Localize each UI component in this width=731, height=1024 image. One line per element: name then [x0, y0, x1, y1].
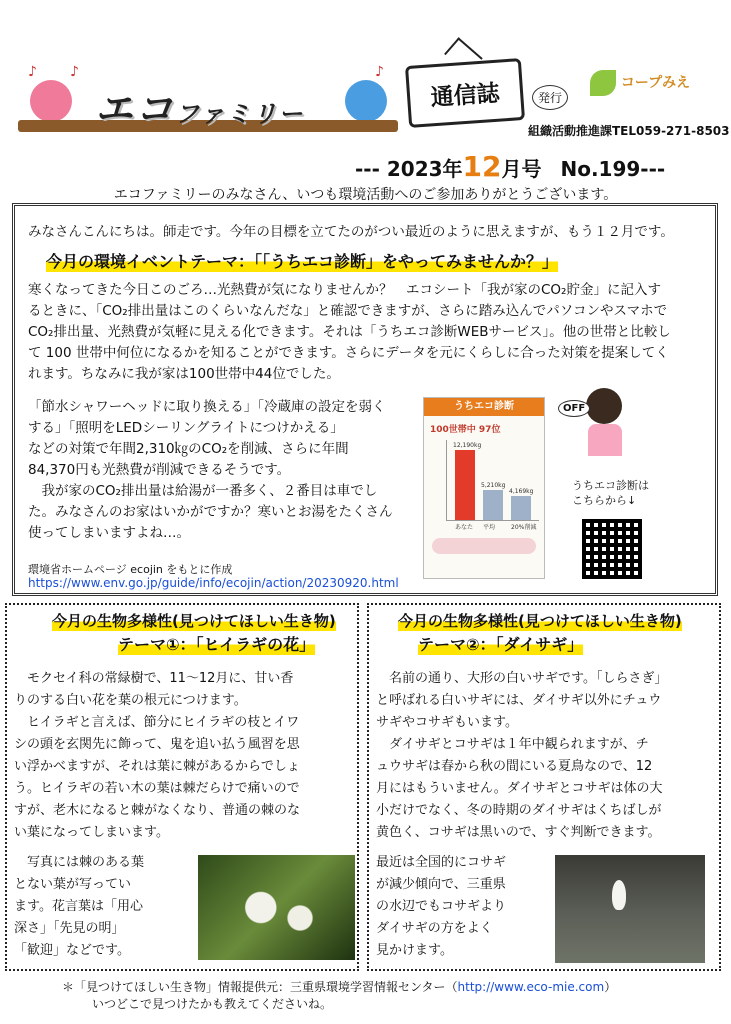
notice-sign: 通信誌	[405, 58, 525, 128]
chart-button	[432, 538, 536, 554]
text-line: 使ってしまいますよね…。	[28, 525, 190, 541]
issue-line: --- 2023年12月号 No.199---	[355, 150, 666, 183]
text-line: 我が家のCO₂排出量は給湯が一番多く、２番目は車でし	[28, 483, 378, 499]
text-line: 84,370円も光熱費が削減できるそうです。	[28, 462, 291, 478]
off-bubble: OFF	[558, 400, 590, 417]
box1-title-1: 今月の生物多様性(見つけてほしい生き物)	[52, 612, 336, 630]
chart-title: うちエコ診断	[424, 398, 544, 416]
footer-line-2: いつどこで見つけたかも教えてくださいね。	[92, 997, 333, 1011]
chart-category-label: 20%削減	[511, 524, 537, 531]
box1-text-short: 写真には棘のある葉 とない葉が写ってい ます。花言葉は「用心 深さ」「先見の明」 「歓迎」などです。	[14, 855, 145, 958]
leaf-icon	[590, 70, 616, 96]
daisagi-egret-photo	[555, 855, 705, 963]
chart-plot-area	[446, 440, 539, 531]
text-line: CO₂排出量、光熱費が気軽に見える化できます。それは「うちエコ診断WEBサービス」。他の世帯と比較し	[28, 324, 671, 340]
chart-category-label: 平均	[483, 524, 496, 531]
theme-title: 今月の環境イベントテーマ：「「うちエコ診断」をやってみませんか？」	[46, 249, 558, 272]
text-line: れます。ちなみに我が家は100世帯中44位でした。	[28, 366, 340, 382]
chart-bar	[483, 490, 503, 520]
hiiragi-flower-photo	[198, 855, 355, 960]
text-line: るときに、「CO₂排出量はこのくらいなんだな」と確認できますが、さらに踏み込んでパソコンやスマホで	[28, 303, 668, 319]
qr-code[interactable]	[582, 519, 642, 579]
text-line: などの対策で年間2,310㎏のCO₂を削減、さらに年間	[28, 441, 349, 457]
box2-title-1: 今月の生物多様性(見つけてほしい生き物)	[398, 612, 682, 630]
chart-value-label: 4,169kg	[509, 488, 534, 496]
chart-bar	[455, 450, 475, 520]
newsletter-logo: エコファミリー	[95, 87, 305, 131]
uchi-eco-chart-card	[423, 397, 545, 579]
music-note-icon: ♪	[70, 64, 79, 80]
source-note: 環境省ホームページ ecojin をもとに作成	[28, 563, 233, 576]
left-bird-illustration	[30, 80, 72, 122]
person-illustration	[586, 388, 622, 424]
qr-caption: うちエコ診断は こちらから↓	[572, 479, 649, 507]
egret-figure	[612, 880, 626, 910]
footer-line-1: ＊「見つけてほしい生き物」情報提供元：三重県環境学習情報センター（http://www.eco-mie.com）	[62, 980, 617, 994]
chart-bar	[511, 496, 531, 520]
music-note-icon: ♪	[28, 64, 37, 80]
chart-value-label: 12,190kg	[453, 442, 482, 450]
box2-title-2: テーマ②：「ダイサギ」	[418, 632, 583, 655]
music-note-icon: ♪	[375, 64, 384, 80]
box2-text: 名前の通り、大形の白いサギです。「しらさぎ」 と呼ばれる白いサギには、ダイサギ以外にチュウ サギやコサギもいます。 ダイサギとコサギは１年中観られますが、チ ュウサギは春から秋の間にいる夏鳥なので、12 月にはもういません。ダイサギとコサギは体の大 小だけでなく、冬の時期のダイサギはくちばしが 黄色く、コサギは黒いので、すぐ判断できます。	[376, 671, 668, 840]
source-link[interactable]: https://www.env.go.jp/guide/info/ecojin/action/20230920.html	[28, 576, 399, 590]
box1-title-2: テーマ①：「ヒイラギの花」	[118, 632, 315, 655]
person-body	[588, 424, 622, 456]
text-line: 「節水シャワーヘッドに取り換える」「冷蔵庫の設定を弱く	[28, 399, 386, 415]
coop-logo: コープみえ	[590, 70, 690, 96]
chart-value-label: 5,210kg	[481, 482, 506, 490]
department-contact: 組織活動推進課TEL059-271-8503	[528, 124, 730, 138]
footer-link[interactable]: http://www.eco-mie.com	[457, 980, 605, 994]
chart-category-label: あなた	[455, 524, 474, 531]
publisher-label: 発行	[532, 85, 568, 110]
greeting: エコファミリーのみなさん、いつも環境活動へのご参加ありがとうございます。	[113, 187, 618, 203]
intro-text: みなさんこんにちは。師走です。今年の目標を立てたのがつい最近のように思えますが、もう１２月です。	[28, 224, 674, 240]
chart-subtitle: 100世帯中 97位	[430, 425, 501, 435]
box2-text-short: 最近は全国的にコサギ が減少傾向で、三重県 の水辺でもコサギより ダイサギの方をよく 見かけます。	[376, 855, 507, 958]
box1-text: モクセイ科の常緑樹で、11～12月に、甘い香 りのする白い花を葉の根元につけます。 ヒイラギと言えば、節分にヒイラギの枝とイワ シの頭を玄関先に飾って、鬼を追い払う風習を思 い浮かべますが、それは葉に棘があるからでしょ う。ヒイラギの若い木の葉は棘だらけで痛いので すが、老木になると棘がなくなり、普通の棘のな い葉になってしまいます。	[14, 671, 301, 840]
text-line: する」「照明をLEDシーリングライトにつけかえる」	[28, 420, 344, 436]
text-line: た。みなさんのお家はいかがですか？寒いとお湯をたくさん	[28, 504, 393, 520]
text-line: 寒くなってきた今日このごろ…光熱費が気になりませんか？ エコシート「我が家のCO₂貯金」に記入す	[28, 282, 661, 298]
right-bird-illustration	[345, 80, 387, 122]
article-paragraph	[28, 280, 671, 385]
article-paragraph-2	[28, 397, 393, 544]
text-line: て 100 世帯中何位になるかを知ることができます。さらにデータを元にくらしに合った対策を提案してく	[28, 345, 669, 361]
